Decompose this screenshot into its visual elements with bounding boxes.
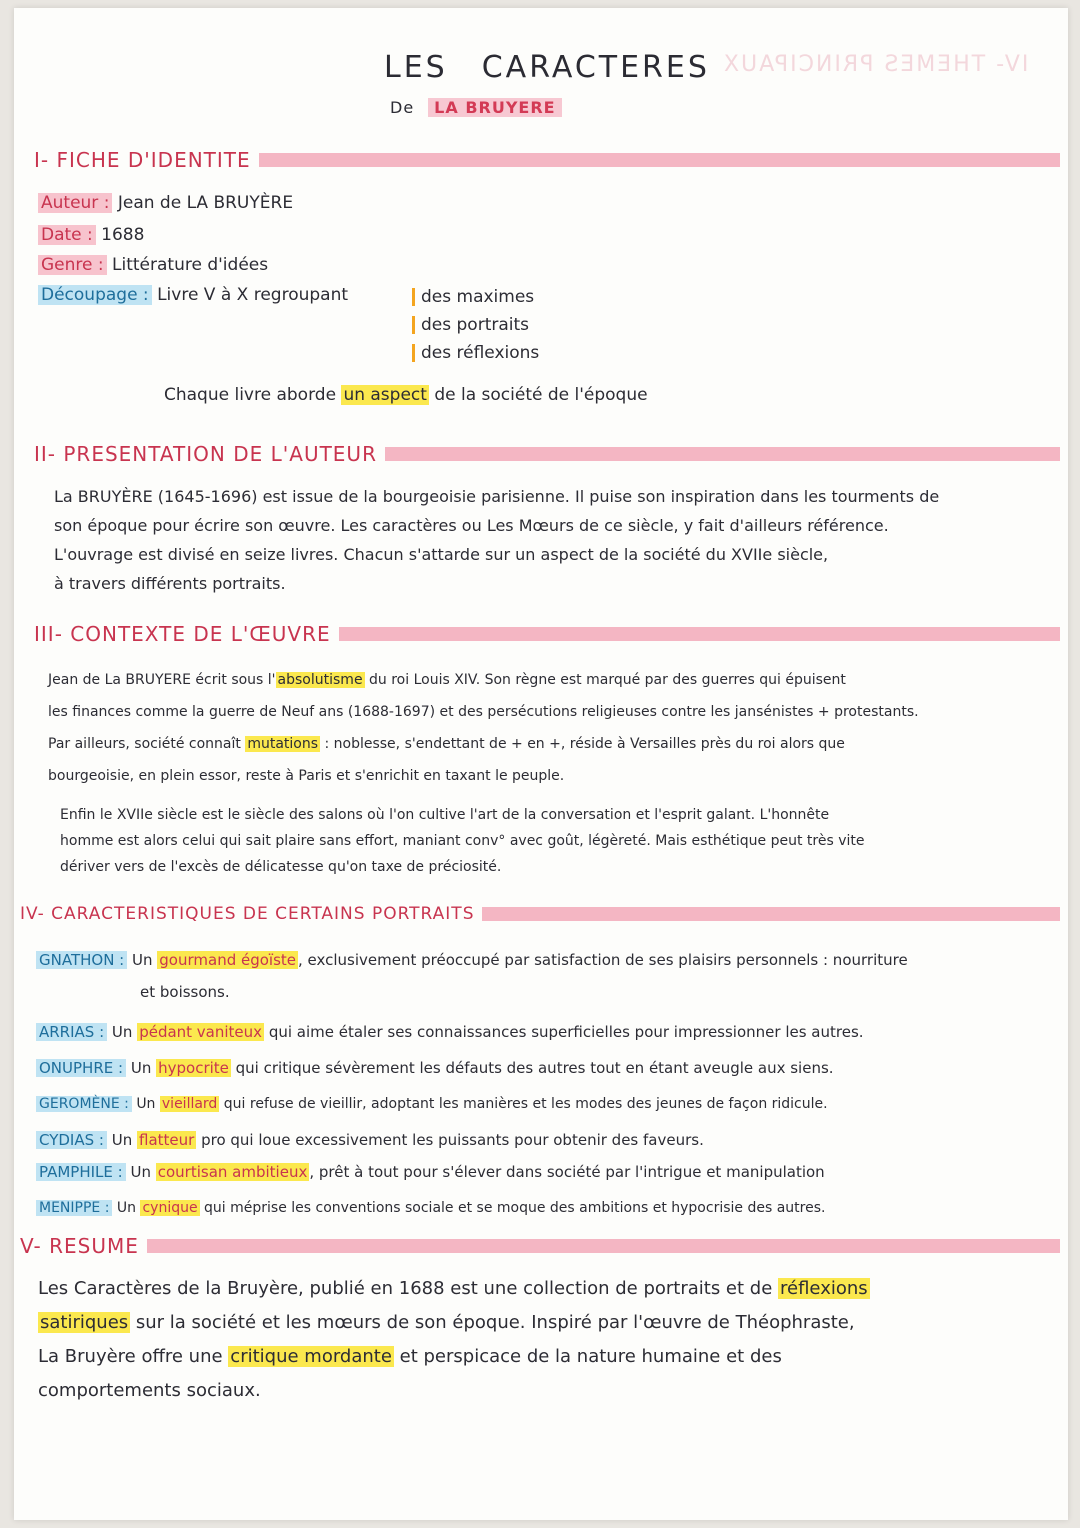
- section-heading-fiche: [34, 148, 1060, 172]
- contexte-paragraph: [48, 664, 919, 792]
- section-title: I- FICHE D'IDENTITE: [34, 148, 251, 172]
- fiche-value: Littérature d'idées: [112, 255, 269, 275]
- portrait-name: ARRIAS :: [36, 1023, 107, 1041]
- fiche-list-item: des réflexions: [412, 342, 539, 364]
- paragraph-line: comportements sociaux.: [38, 1380, 261, 1401]
- paragraph-line: Par ailleurs, société connaît mutations : noblesse, s'endettant de + en +, réside à Versailles près du roi alors que: [48, 736, 845, 752]
- paragraph-line: La Bruyère offre une critique mordante et perspicace de la nature humaine et des: [38, 1346, 782, 1367]
- portrait-name: ONUPHRE :: [36, 1059, 126, 1077]
- notebook-page: [14, 8, 1068, 1520]
- section-title: II- PRESENTATION DE L'AUTEUR: [34, 442, 377, 466]
- contexte-paragraph-2: [60, 802, 865, 880]
- portrait-entry: GNATHON : Un gourmand égoïste , exclusivement préoccupé par satisfaction de ses plaisirs personnels : nourriture: [36, 948, 908, 972]
- section-underline-bar: [385, 447, 1060, 461]
- section-heading-resume: [20, 1234, 1060, 1258]
- highlight-mark: [412, 288, 415, 306]
- section-title: IV- CARACTERISTIQUES DE CERTAINS PORTRAITS: [20, 904, 475, 924]
- highlighted-term: mutations: [247, 736, 319, 752]
- fiche-date: [38, 224, 144, 246]
- fiche-label: Auteur :: [38, 193, 112, 213]
- paragraph-line: à travers différents portraits.: [54, 574, 286, 593]
- portrait-entry-continuation: et boissons.: [140, 983, 230, 1001]
- fiche-label: Genre :: [38, 255, 107, 275]
- paragraph-line: Les Caractères de la Bruyère, publié en 1688 est une collection de portraits et de réflexions: [38, 1278, 868, 1299]
- highlighted-term: gourmand égoïste: [159, 951, 297, 969]
- fiche-value: Jean de LA BRUYÈRE: [117, 193, 294, 213]
- section-heading-portraits: [20, 904, 1060, 924]
- highlight-mark: [412, 344, 415, 362]
- presentation-paragraph: [54, 482, 939, 598]
- fiche-label: Date :: [38, 225, 96, 245]
- subtitle-author: LA BRUYERE: [428, 98, 561, 117]
- portrait-entry: ONUPHRE : Un hypocrite qui critique sévèrement les défauts des autres tout en étant aveugle aux siens.: [36, 1056, 834, 1080]
- paragraph-line: satiriques sur la société et les mœurs de son époque. Inspiré par l'œuvre de Théophraste,: [40, 1312, 855, 1333]
- section-underline-bar: [147, 1239, 1060, 1253]
- paragraph-line: Enfin le XVIIe siècle est le siècle des salons où l'on cultive l'art de la conversation et l'esprit galant. L'honnête: [60, 807, 830, 823]
- portrait-entry: ARRIAS : Un pédant vaniteux qui aime étaler ses connaissances superficielles pour impressionner les autres.: [36, 1020, 864, 1044]
- highlighted-term: réflexions: [780, 1278, 868, 1299]
- paragraph-line: dériver vers de l'excès de délicatesse qu'on taxe de préciosité.: [60, 859, 502, 875]
- highlight-mark: [412, 316, 415, 334]
- paragraph-line: homme est alors celui qui sait plaire sans effort, maniant conv° avec goût, légèreté. Mais esthétique peut très vite: [60, 833, 865, 849]
- highlighted-term: vieillard: [161, 1096, 218, 1112]
- portrait-entry: MENIPPE : Un cynique qui méprise les conventions sociale et se moque des ambitions et hypocrisie des autres.: [36, 1196, 825, 1220]
- title-word: LES: [384, 50, 448, 85]
- highlighted-term: satiriques: [40, 1312, 129, 1333]
- paragraph-line: bourgeoisie, en plein essor, reste à Paris et s'enrichit en taxant le peuple.: [48, 768, 565, 784]
- paragraph-line: les finances comme la guerre de Neuf ans (1688-1697) et des persécutions religieuses contre les jansénistes + protestants.: [48, 704, 919, 720]
- portrait-name: CYDIAS :: [36, 1131, 107, 1149]
- section-title: III- CONTEXTE DE L'ŒUVRE: [34, 622, 331, 646]
- section-underline-bar: [482, 907, 1060, 921]
- highlighted-term: un aspect: [343, 385, 427, 405]
- subtitle-by: De: [390, 98, 415, 117]
- fiche-decoupage: [38, 284, 348, 306]
- portrait-name: GEROMÈNE :: [36, 1096, 132, 1112]
- fiche-list-item: des portraits: [412, 314, 529, 336]
- portrait-name: MENIPPE :: [36, 1200, 112, 1216]
- section-heading-auteur: [34, 442, 1060, 466]
- portrait-name: GNATHON :: [36, 951, 127, 969]
- paragraph-line: La BRUYÈRE (1645-1696) est issue de la bourgeoisie parisienne. Il puise son inspiration dans les tourments de: [54, 487, 940, 506]
- resume-paragraph: [38, 1272, 870, 1408]
- page-subtitle: [390, 98, 562, 117]
- title-word: CARACTERES: [481, 50, 710, 85]
- fiche-note: Chaque livre aborde un aspect de la société de l'époque: [164, 385, 648, 405]
- fiche-value: 1688: [101, 225, 145, 245]
- fiche-genre: [38, 254, 268, 276]
- portrait-entry: PAMPHILE : Un courtisan ambitieux , prêt à tout pour s'élever dans société par l'intrigue et manipulation: [36, 1160, 825, 1184]
- fiche-value: Livre V à X regroupant: [157, 285, 349, 305]
- section-title: V- RESUME: [20, 1234, 139, 1258]
- highlighted-term: flatteur: [139, 1131, 195, 1149]
- paragraph-line: son époque pour écrire son œuvre. Les caractères ou Les Mœurs de ce siècle, y fait d'ailleurs référence.: [54, 516, 889, 535]
- section-underline-bar: [339, 627, 1060, 641]
- portrait-name: PAMPHILE :: [36, 1163, 126, 1181]
- page-title: [384, 50, 744, 85]
- portrait-entry: GEROMÈNE : Un vieillard qui refuse de vieillir, adoptant les manières et les modes des jeunes de façon ridicule.: [36, 1092, 828, 1116]
- section-underline-bar: [259, 153, 1060, 167]
- highlighted-term: absolutisme: [277, 672, 363, 688]
- portrait-entry: CYDIAS : Un flatteur pro qui loue excessivement les puissants pour obtenir des faveurs.: [36, 1128, 704, 1152]
- paragraph-line: L'ouvrage est divisé en seize livres. Chacun s'attarde sur un aspect de la société du XVIIe siècle,: [54, 545, 829, 564]
- highlighted-term: pédant vaniteux: [139, 1023, 263, 1041]
- fiche-auteur: [38, 192, 293, 214]
- highlighted-term: critique mordante: [230, 1346, 392, 1367]
- highlighted-term: hypocrite: [158, 1059, 229, 1077]
- highlighted-term: cynique: [142, 1200, 198, 1216]
- section-heading-contexte: [34, 622, 1060, 646]
- fiche-list-item: des maximes: [412, 286, 534, 308]
- paragraph-line: Jean de La BRUYERE écrit sous l' absolutisme du roi Louis XIV. Son règne est marqué par des guerres qui épuisent: [48, 672, 846, 688]
- highlighted-term: courtisan ambitieux: [157, 1163, 308, 1181]
- fiche-label: Découpage :: [38, 285, 152, 305]
- bleed-through-text: IV- THEMES PRINCIPAUX: [721, 52, 1028, 77]
